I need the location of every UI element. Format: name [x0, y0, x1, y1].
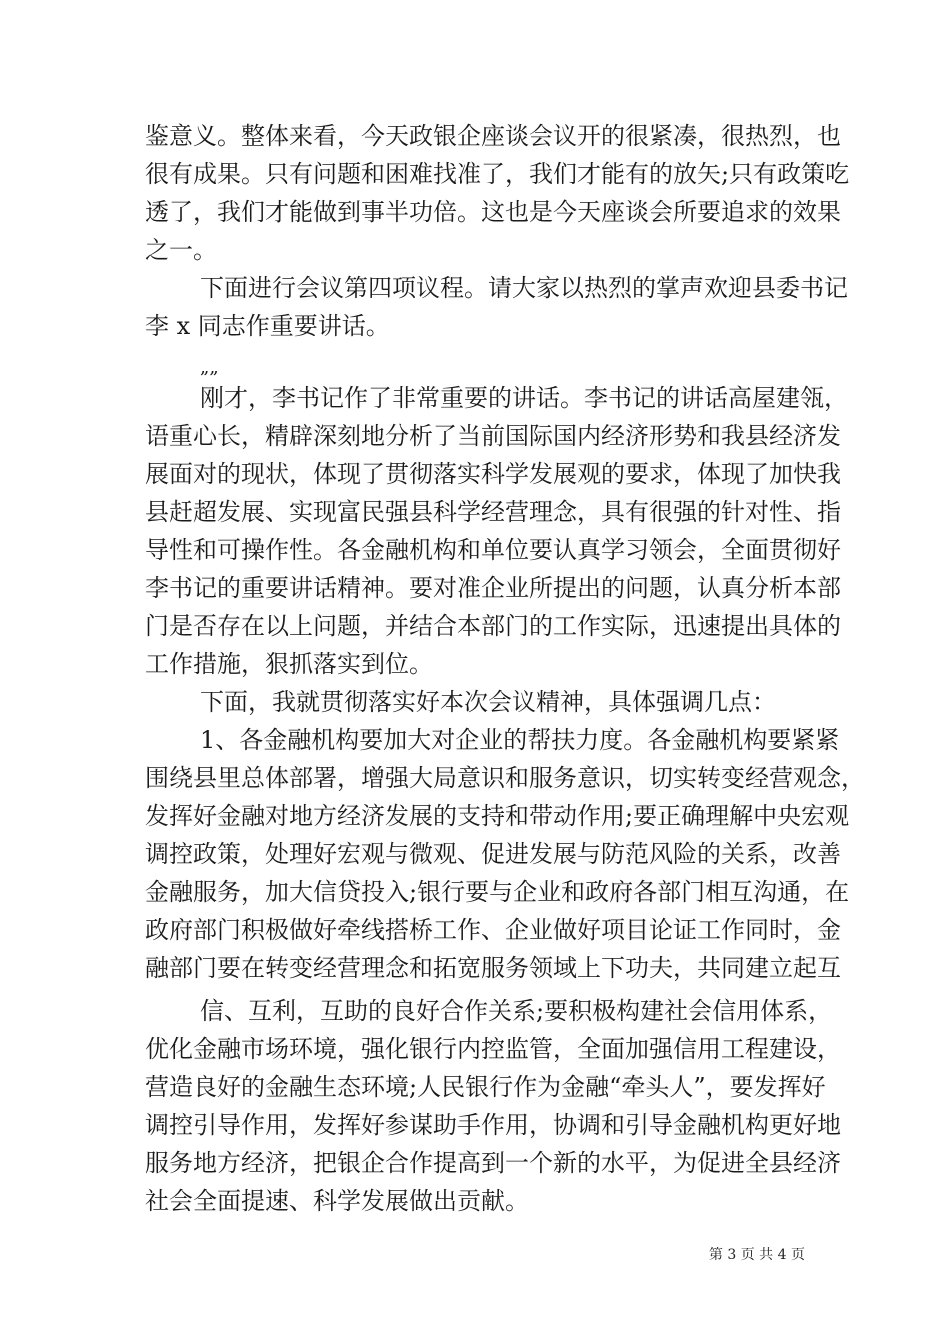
- paragraph-line: 围绕县里总体部署，增强大局意识和服务意识，切实转变经营观念，: [145, 764, 865, 792]
- paragraph-line: 县赶超发展、实现富民强县科学经营理念，具有很强的针对性、指: [145, 498, 841, 526]
- paragraph-line: 刚才，李书记作了非常重要的讲话。李书记的讲话高屋建瓴，: [200, 384, 848, 412]
- paragraph-line: 展面对的现状，体现了贯彻落实科学发展观的要求，体现了加快我: [145, 460, 841, 488]
- paragraph-line: 语重心长，精辟深刻地分析了当前国际国内经济形势和我县经济发: [145, 422, 841, 450]
- paragraph-line: 金融服务，加大信贷投入;银行要与企业和政府各部门相互沟通，在: [145, 878, 850, 906]
- paragraph-line: 优化金融市场环境，强化银行内控监管，全面加强信用工程建设，: [145, 1035, 841, 1063]
- paragraph-line: 鉴意义。整体来看，今天政银企座谈会议开的很紧凑，很热烈，也: [145, 122, 841, 150]
- paragraph-line: 调控引导作用，发挥好参谋助手作用，协调和引导金融机构更好地: [145, 1111, 841, 1139]
- paragraph-line: 很有成果。只有问题和困难找准了，我们才能有的放矢;只有政策吃: [145, 160, 850, 188]
- paragraph-line: 服务地方经济，把银企合作提高到一个新的水平，为促进全县经济: [145, 1149, 841, 1177]
- paragraph-line: 工作措施，狠抓落实到位。: [145, 650, 433, 678]
- paragraph-line: 下面，我就贯彻落实好本次会议精神，具体强调几点：: [200, 688, 776, 716]
- paragraph-line: 1、各金融机构要加大对企业的帮扶力度。各金融机构要紧紧: [200, 726, 840, 754]
- paragraph-line: 导性和可操作性。各金融机构和单位要认真学习领会，全面贯彻好: [145, 536, 841, 564]
- paragraph-line: 营造良好的金融生态环境;人民银行作为金融“牵头人”，要发挥好: [145, 1073, 826, 1101]
- paragraph-line: 发挥好金融对地方经济发展的支持和带动作用;要正确理解中央宏观: [145, 802, 850, 830]
- paragraph-line: 之一。: [145, 236, 217, 264]
- paragraph-line: 信、互利，互助的良好合作关系;要积极构建社会信用体系，: [200, 997, 833, 1025]
- paragraph-line: 政府部门积极做好牵线搭桥工作、企业做好项目论证工作同时，金: [145, 916, 841, 944]
- page-number-footer: 第 3 页 共 4 页: [708, 1247, 805, 1263]
- paragraph-line: 调控政策，处理好宏观与微观、促进发展与防范风险的关系，改善: [145, 840, 841, 868]
- paragraph-line: 门是否存在以上问题，并结合本部门的工作实际，迅速提出具体的: [145, 612, 841, 640]
- paragraph-line: 李书记的重要讲话精神。要对准企业所提出的问题，认真分析本部: [145, 574, 841, 602]
- paragraph-line: 李 x 同志作重要讲话。: [145, 312, 390, 340]
- paragraph-line: 融部门要在转变经营理念和拓宽服务领域上下功夫，共同建立起互: [145, 954, 841, 982]
- paragraph-line: 社会全面提速、科学发展做出贡献。: [145, 1187, 529, 1215]
- paragraph-line: 下面进行会议第四项议程。请大家以热烈的掌声欢迎县委书记: [200, 274, 848, 302]
- paragraph-line: 透了，我们才能做到事半功倍。这也是今天座谈会所要追求的效果: [145, 198, 841, 226]
- paragraph-line: „„: [200, 357, 219, 378]
